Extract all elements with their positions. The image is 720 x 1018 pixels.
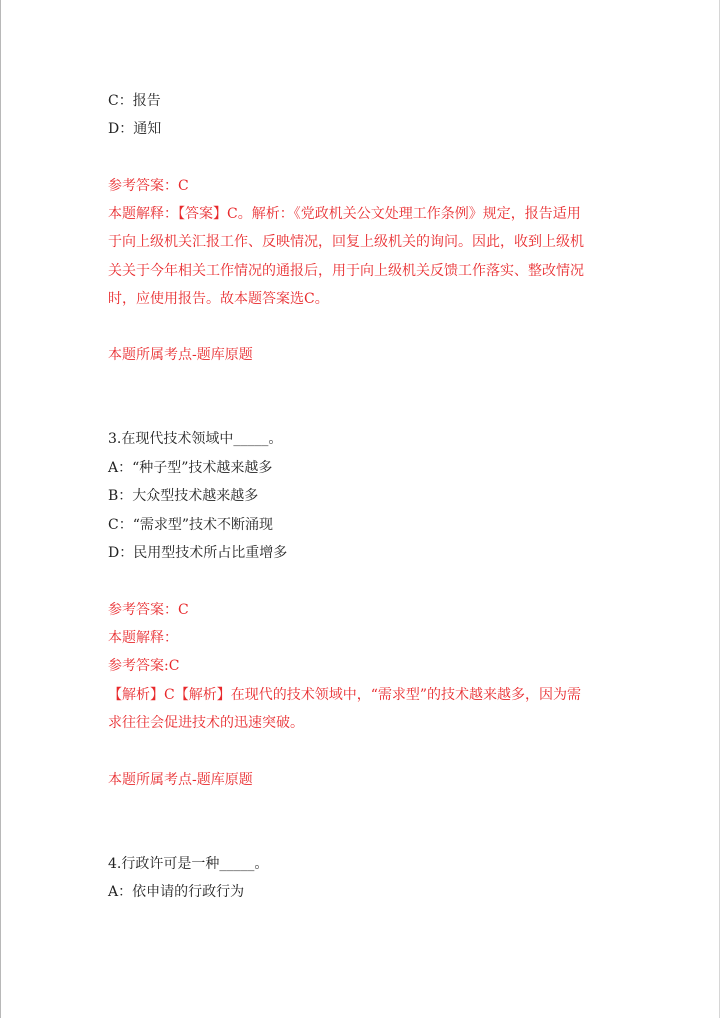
q3-source: 本题所属考点-题库原题	[108, 772, 253, 788]
q2-option-c: C：报告	[108, 93, 161, 109]
q2-explanation-text: 【答案】C。解析：《党政机关公文处理工作条例》规定，报告适用	[178, 206, 581, 222]
q2-option-d: D：通知	[108, 121, 162, 137]
q4-option-a: A：依申请的行政行为	[108, 884, 245, 900]
q2-explanation-line-2: 于向上级机关汇报工作、反映情况，回复上级机关的询问。因此，收到上级机	[108, 234, 584, 250]
q3-answer: 参考答案：C	[108, 602, 189, 618]
q2-explanation-label: 本题解释：	[108, 206, 178, 222]
q3-option-c: C：“需求型”技术不断涌现	[108, 517, 274, 533]
q2-explanation-line-4: 时，应使用报告。故本题答案选C。	[108, 291, 329, 307]
q3-answer-repeat: 参考答案:C	[108, 658, 180, 674]
q2-source: 本题所属考点-题库原题	[108, 347, 253, 363]
page-border-left	[0, 0, 1, 1018]
q3-stem: 3.在现代技术领域中_____。	[108, 431, 283, 447]
q3-explanation-label: 本题解释：	[108, 630, 178, 646]
q2-explanation-line-1	[108, 205, 581, 223]
q3-option-a: A：“种子型”技术越来越多	[108, 460, 273, 476]
q3-analysis-line-2: 求往往会促进技术的迅速突破。	[108, 715, 304, 731]
q4-stem: 4.行政许可是一种_____。	[108, 856, 269, 872]
q3-option-b: B：大众型技术越来越多	[108, 488, 259, 504]
q2-explanation-line-3: 关关于今年相关工作情况的通报后，用于向上级机关反馈工作落实、整改情况	[108, 263, 584, 279]
q2-answer: 参考答案：C	[108, 178, 189, 194]
q3-option-d: D：民用型技术所占比重增多	[108, 545, 288, 561]
q3-analysis-line-1: 【解析】C【解析】在现代的技术领域中，“需求型”的技术越来越多，因为需	[108, 687, 582, 703]
